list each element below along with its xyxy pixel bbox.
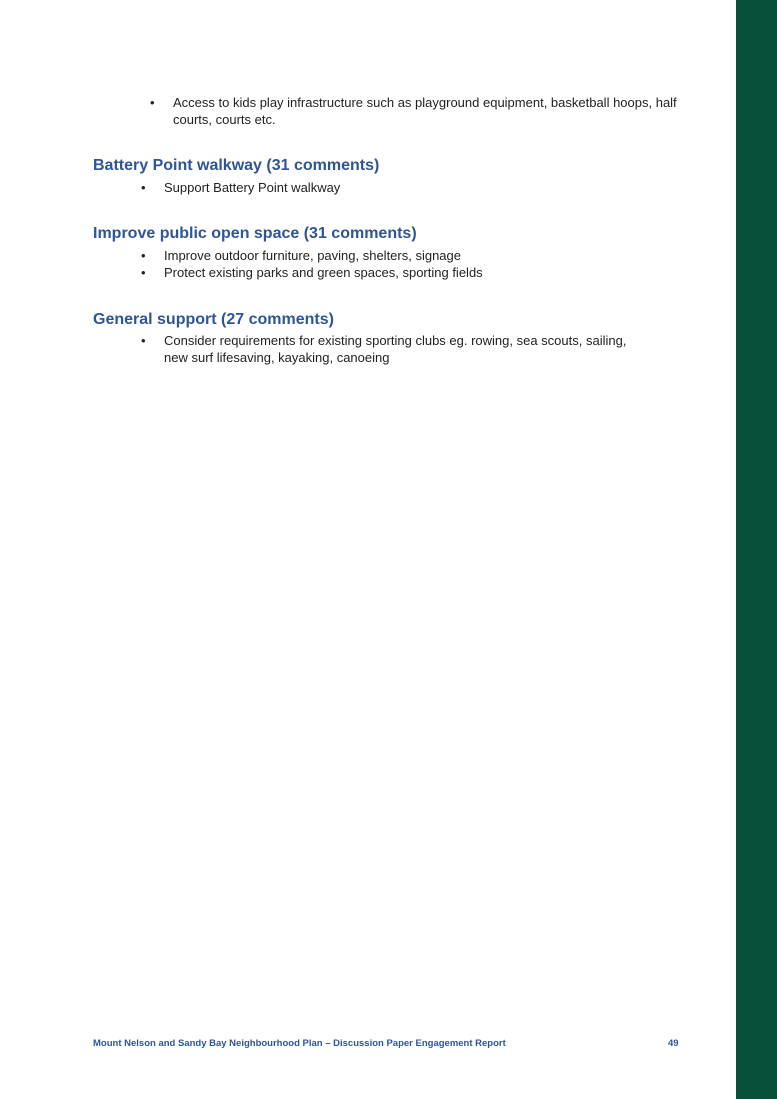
footer-report-title: Mount Nelson and Sandy Bay Neighbourhood Plan – Discussion Paper Engagement Report	[93, 1038, 506, 1049]
list-item-text: Consider requirements for existing sporting clubs eg. rowing, sea scouts, sailing, new surf lifesaving, kayaking, canoeing	[164, 333, 627, 365]
section-heading-battery-point: Battery Point walkway (31 comments)	[93, 157, 380, 174]
bullet-icon: •	[141, 180, 146, 195]
bullet-icon: •	[141, 248, 146, 263]
list-item-text: Access to kids play infrastructure such as playground equipment, basketball hoops, half courts, courts etc.	[173, 95, 677, 127]
list-item-text: Improve outdoor furniture, paving, shelters, signage	[164, 248, 462, 263]
section-list-general-support	[141, 332, 644, 366]
list-item	[141, 247, 664, 264]
bullet-icon: •	[141, 333, 146, 348]
list-item	[141, 332, 644, 366]
list-item	[150, 94, 688, 128]
list-item	[141, 179, 664, 196]
bullet-icon: •	[150, 95, 155, 110]
section-heading-public-open-space: Improve public open space (31 comments)	[93, 225, 417, 242]
list-item-text: Protect existing parks and green spaces, sporting fields	[164, 265, 483, 280]
intro-list	[150, 94, 688, 128]
bullet-icon: •	[141, 265, 146, 280]
section-list-public-open-space	[141, 247, 664, 281]
list-item-text: Support Battery Point walkway	[164, 180, 341, 195]
section-list-battery-point	[141, 179, 664, 196]
page-side-band	[736, 0, 777, 1099]
list-item	[141, 264, 664, 281]
footer-page-number: 49	[668, 1038, 679, 1049]
section-heading-general-support: General support (27 comments)	[93, 311, 334, 328]
